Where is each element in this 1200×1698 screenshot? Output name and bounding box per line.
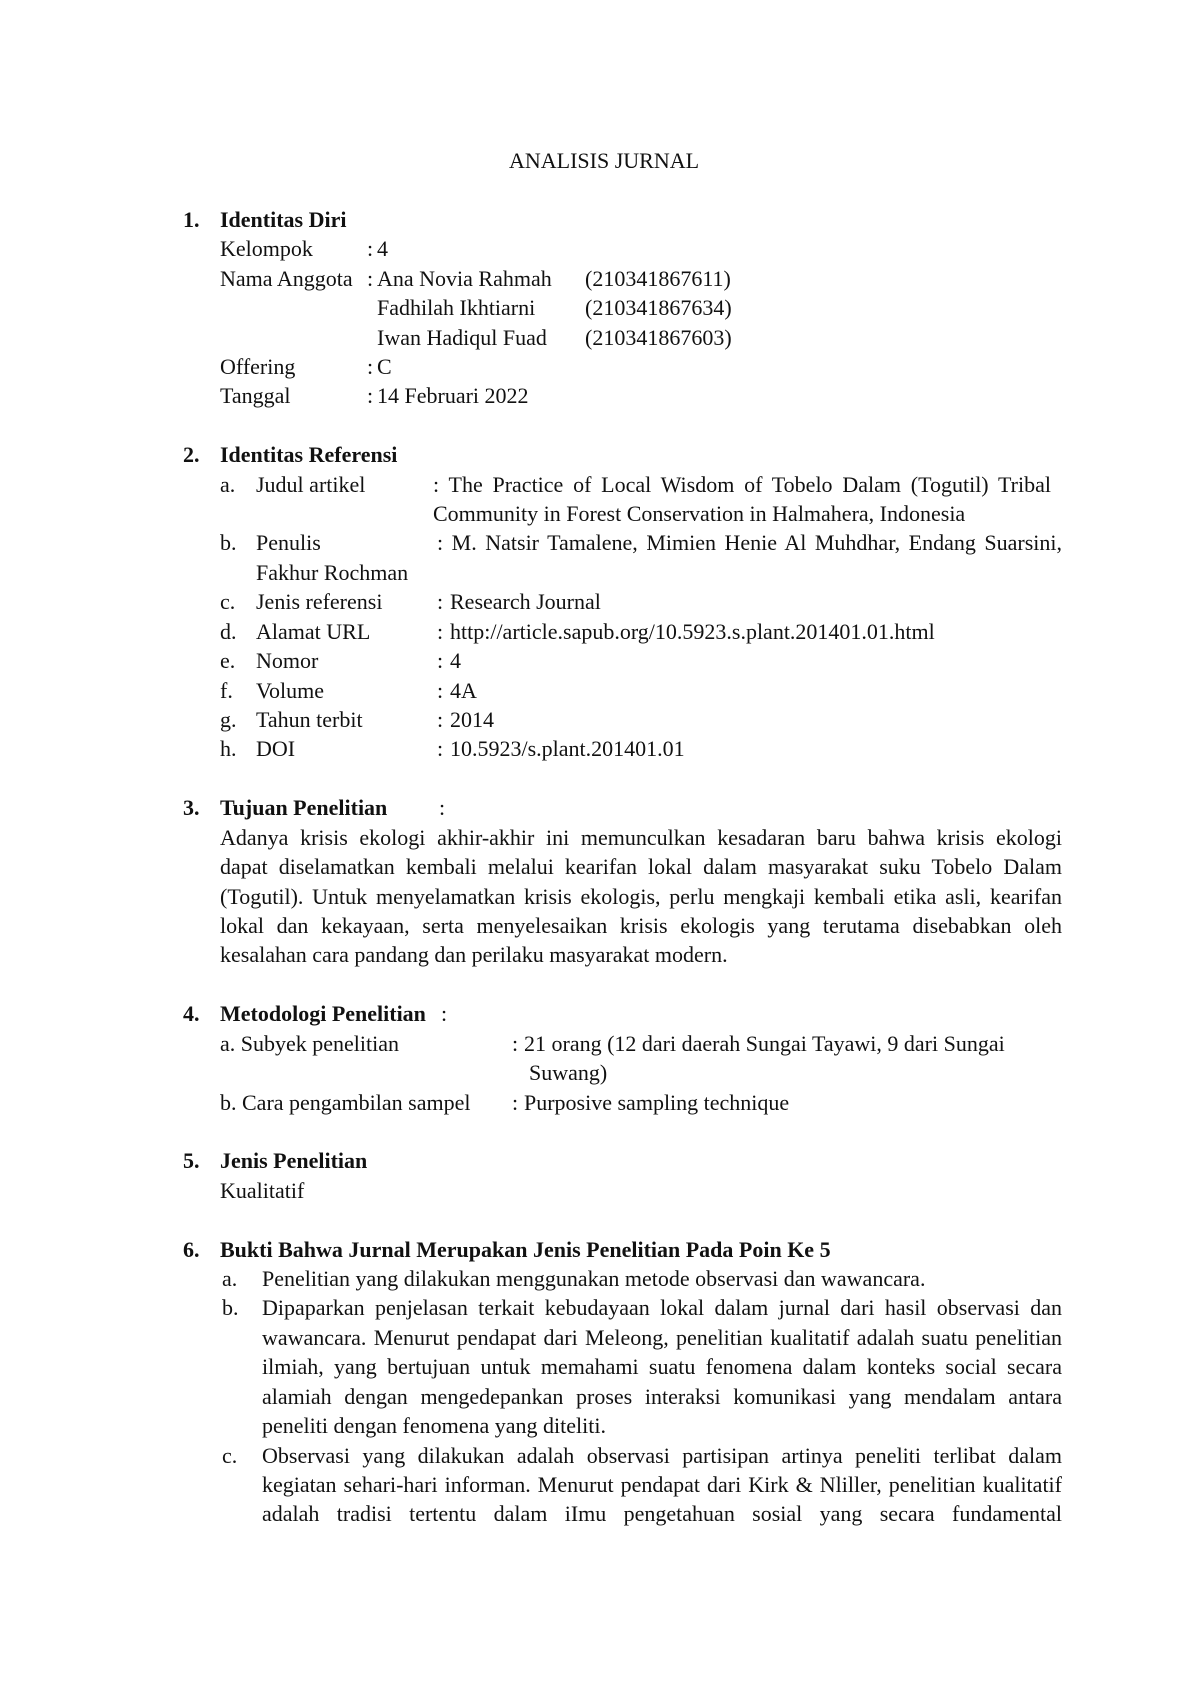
paragraph-line: adalah tradisi tertentu dalam iImu pengetahuan sosial yang secara fundamental	[262, 1501, 1062, 1527]
list-letter: a.	[222, 1266, 238, 1292]
identitas-referensi-heading-row	[0, 440, 1200, 469]
separator-colon: :	[437, 589, 444, 615]
paragraph-line: Penelitian yang dilakukan menggunakan metode observasi dan wawancara.	[262, 1266, 926, 1292]
section-heading: Identitas Referensi	[220, 442, 398, 468]
separator-colon: :	[367, 265, 374, 291]
referensi-item-continuation	[0, 499, 1200, 528]
referensi-item-continuation	[0, 558, 1200, 587]
field-value: M. Natsir Tamalene, Mimien Henie Al Muhdhar, Endang Suarsini,	[451, 530, 1062, 556]
identitas-diri-heading-row	[0, 205, 1200, 234]
separator-colon: :	[367, 353, 374, 379]
paragraph-line: ilmiah, yang bertujuan untuk memahami suatu fenomena dalam konteks social secara	[262, 1354, 1062, 1380]
section-heading: Tujuan Penelitian	[220, 795, 388, 821]
field-label: Tahun terbit	[256, 707, 363, 733]
field-value: 4	[450, 648, 461, 674]
field-value: Kualitatif	[220, 1177, 305, 1203]
field-label-text: Cara pengambilan sampel	[242, 1089, 471, 1115]
section-heading: Bukti Bahwa Jurnal Merupakan Jenis Penelitian Pada Poin Ke 5	[220, 1236, 831, 1262]
document-title: ANALISIS JURNAL	[508, 148, 700, 173]
bukti-item-row	[0, 1264, 1200, 1293]
referensi-item-row	[0, 676, 1200, 705]
member-name: Fadhilah Ikhtiarni	[377, 295, 536, 321]
field-label: Judul artikel	[256, 471, 366, 497]
spacer	[0, 764, 1200, 793]
referensi-item-row	[0, 705, 1200, 734]
paragraph-line: kegiatan sehari-hari informan. Menurut pendapat dari Kirk & Nliller, penelitian kualitatif	[262, 1471, 1062, 1497]
section-heading: Metodologi Penelitian	[220, 1001, 426, 1027]
section-number: 3.	[183, 795, 200, 821]
paragraph-line: Dipaparkan penjelasan terkait kebudayaan lokal dalam jurnal dari hasil observasi dan	[262, 1295, 1062, 1321]
field-value: Purposive sampling technique	[524, 1089, 790, 1115]
separator-colon: :	[437, 736, 444, 762]
tanggal-row	[0, 381, 1200, 410]
tujuan-heading-row	[0, 793, 1200, 822]
field-value: 21 orang (12 dari daerah Sungai Tayawi, 9 dari Sungai	[524, 1030, 1005, 1056]
field-value-line	[433, 470, 1051, 499]
paragraph-row	[0, 1499, 1200, 1528]
separator-colon: :	[437, 677, 444, 703]
section-number: 6.	[183, 1236, 200, 1262]
separator-colon: :	[437, 648, 444, 674]
list-letter: a.	[220, 471, 236, 497]
field-value: 4	[377, 236, 388, 262]
member-name: Iwan Hadiqul Fuad	[377, 324, 547, 350]
document-body	[0, 146, 1200, 1529]
metodologi-item-row	[0, 1029, 1200, 1058]
separator-colon: :	[441, 1001, 448, 1027]
field-value: Research Journal	[450, 589, 601, 615]
paragraph-row	[0, 911, 1200, 940]
paragraph-line: kesalahan cara pandang dan perilaku masyarakat modern.	[220, 942, 728, 968]
list-letter: b.	[222, 1295, 239, 1321]
field-label: Tanggal	[220, 383, 291, 409]
paragraph-line: (Togutil). Untuk menyelamatkan krisis ekologis, perlu mengkaji kembali etika asli, kearifan	[220, 883, 1062, 909]
field-value: 14 Februari 2022	[377, 383, 529, 409]
list-letter: e.	[220, 648, 236, 674]
paragraph-line: Adanya krisis ekologi akhir-akhir ini memunculkan kesadaran baru bahwa krisis ekologi	[220, 824, 1062, 850]
spacer	[0, 411, 1200, 440]
field-value: 4A	[450, 677, 477, 703]
spacer	[0, 1117, 1200, 1146]
member-nim: (210341867634)	[585, 295, 732, 321]
list-letter: h.	[220, 736, 237, 762]
referensi-item-row	[0, 587, 1200, 616]
paragraph-row	[0, 1352, 1200, 1381]
field-value: 2014	[450, 707, 494, 733]
list-letter: a.	[220, 1030, 236, 1056]
anggota-row	[0, 323, 1200, 352]
list-letter: g.	[220, 707, 237, 733]
separator-colon: :	[367, 236, 374, 262]
field-label: DOI	[256, 736, 296, 762]
paragraph-row	[0, 823, 1200, 852]
paragraph-line: dapat diselamatkan kembali melalui kearifan lokal dalam masyarakat suku Tobelo Dalam	[220, 854, 1062, 880]
separator-colon: :	[512, 1030, 519, 1056]
list-letter: d.	[220, 618, 237, 644]
field-label: Nama Anggota	[220, 265, 353, 291]
separator-colon: :	[433, 471, 440, 497]
list-letter: c.	[220, 589, 236, 615]
separator-colon: :	[437, 618, 444, 644]
section-number: 1.	[183, 206, 200, 232]
paragraph-row	[0, 940, 1200, 969]
spacer	[0, 1205, 1200, 1234]
referensi-item-row	[0, 528, 1200, 557]
anggota-row	[0, 293, 1200, 322]
field-value-line	[437, 528, 1062, 557]
field-label	[220, 1088, 470, 1117]
bukti-item-row	[0, 1441, 1200, 1470]
paragraph-line: Observasi yang dilakukan adalah observasi partisipan artinya peneliti terlibat dalam	[262, 1442, 1062, 1468]
paragraph-row	[0, 1470, 1200, 1499]
paragraph-line: lokal dan kekayaan, serta menyelesaikan krisis ekologis yang terutama disebabkan oleh	[220, 912, 1062, 938]
field-value: 10.5923/s.plant.201401.01	[450, 736, 685, 762]
url-value: http://article.sapub.org/10.5923.s.plant.201401.01.html	[450, 618, 935, 644]
paragraph-line: alamiah dengan mengedepankan proses interaksi komunikasi yang mendalam antara	[262, 1383, 1062, 1409]
paragraph-row	[0, 882, 1200, 911]
separator-colon: :	[367, 383, 374, 409]
field-label	[220, 1029, 399, 1058]
jenis-value-row	[0, 1176, 1200, 1205]
field-label: Penulis	[256, 530, 321, 556]
member-nim: (210341867603)	[585, 324, 732, 350]
list-letter: c.	[222, 1442, 238, 1468]
list-letter: b.	[220, 1089, 237, 1115]
field-value: Community in Forest Conservation in Halmahera, Indonesia	[433, 501, 966, 527]
separator-colon: :	[437, 707, 444, 733]
paragraph-line: wawancara. Menurut pendapat dari Meleong, penelitian kualitatif adalah suatu penelitian	[262, 1324, 1062, 1350]
paragraph-row	[0, 852, 1200, 881]
field-value: The Practice of Local Wisdom of Tobelo Dalam (Togutil) Tribal	[448, 471, 1051, 497]
metodologi-heading-row	[0, 999, 1200, 1028]
field-value: Suwang)	[529, 1060, 608, 1086]
spacer	[0, 970, 1200, 999]
offering-row	[0, 352, 1200, 381]
paragraph-row	[0, 1411, 1200, 1440]
field-label: Jenis referensi	[256, 589, 383, 615]
separator-colon: :	[439, 795, 446, 821]
referensi-item-row	[0, 646, 1200, 675]
bukti-heading-row	[0, 1235, 1200, 1264]
field-label: Kelompok	[220, 236, 313, 262]
section-heading: Jenis Penelitian	[220, 1148, 368, 1174]
separator-colon: :	[512, 1089, 519, 1115]
paragraph-row	[0, 1382, 1200, 1411]
field-value: C	[377, 353, 392, 379]
field-label: Offering	[220, 353, 296, 379]
anggota-row	[0, 264, 1200, 293]
referensi-item-row	[0, 470, 1200, 499]
section-number: 5.	[183, 1148, 200, 1174]
section-heading: Identitas Diri	[220, 206, 347, 232]
kelompok-row	[0, 234, 1200, 263]
referensi-item-row	[0, 734, 1200, 763]
list-letter: b.	[220, 530, 237, 556]
paragraph-line: peneliti dengan fenomena yang diteliti.	[262, 1413, 606, 1439]
section-number: 4.	[183, 1001, 200, 1027]
referensi-item-row	[0, 617, 1200, 646]
field-label: Nomor	[256, 648, 319, 674]
field-value: Fakhur Rochman	[256, 559, 409, 585]
jenis-heading-row	[0, 1146, 1200, 1175]
member-name: Ana Novia Rahmah	[377, 265, 552, 291]
list-letter: f.	[220, 677, 233, 703]
separator-colon: :	[437, 530, 444, 556]
member-nim: (210341867611)	[585, 265, 731, 291]
metodologi-item-continuation	[0, 1058, 1200, 1087]
section-number: 2.	[183, 442, 200, 468]
paragraph-row	[0, 1323, 1200, 1352]
bukti-item-row	[0, 1293, 1200, 1322]
field-label-text: Subyek penelitian	[240, 1030, 400, 1056]
spacer	[0, 175, 1200, 204]
field-label: Volume	[256, 677, 325, 703]
field-label: Alamat URL	[256, 618, 371, 644]
metodologi-item-row	[0, 1088, 1200, 1117]
title-row	[0, 146, 1200, 175]
